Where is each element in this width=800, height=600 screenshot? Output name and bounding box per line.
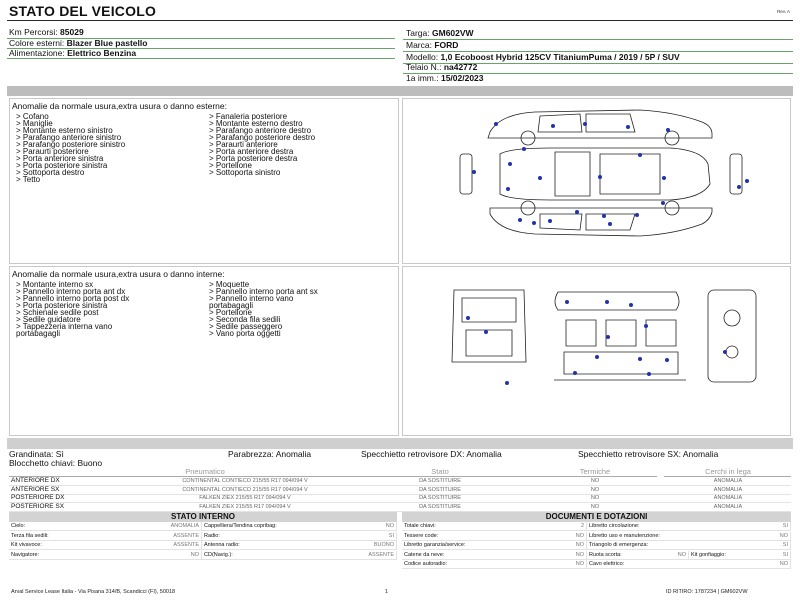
table-cell: NO bbox=[590, 503, 600, 510]
damage-dot bbox=[573, 371, 577, 375]
table-cell: ANOMALIA bbox=[713, 478, 743, 484]
section-bar bbox=[7, 86, 793, 96]
info-cell bbox=[689, 551, 791, 560]
key-lock-status: Blocchetto chiavi: Buono bbox=[9, 458, 103, 468]
info-label: Codice autoradio: bbox=[404, 561, 448, 568]
info-value: BUONO bbox=[373, 542, 394, 549]
damage-dot bbox=[644, 324, 648, 328]
registration-field: 1a imm.: 15/02/2023 bbox=[406, 73, 484, 83]
info-label: Radio: bbox=[204, 532, 220, 539]
dashboard-view bbox=[708, 290, 756, 382]
damage-dot bbox=[598, 175, 602, 179]
list-item: > Montante esterno sinistro bbox=[16, 126, 113, 135]
color-field: Colore esterni: Blazer Blue pastello bbox=[9, 38, 148, 48]
info-cell bbox=[587, 560, 791, 569]
internal-damage-list-2 bbox=[209, 281, 318, 337]
status-bar bbox=[7, 438, 793, 449]
info-value: SI bbox=[782, 523, 788, 529]
info-cell bbox=[587, 551, 689, 560]
info-cell bbox=[587, 532, 791, 541]
list-item: > Vano porta oggetti bbox=[209, 329, 281, 338]
hail-status: Grandinata: Sì bbox=[9, 449, 64, 459]
table-cell: ANOMALIA bbox=[713, 495, 743, 501]
info-cell bbox=[587, 522, 791, 531]
list-item: > Parafango posteriore destro bbox=[209, 133, 316, 142]
list-item: > Moquette bbox=[209, 280, 250, 289]
list-item: > Parafango posteriore sinistro bbox=[16, 140, 126, 149]
damage-dot bbox=[565, 300, 569, 304]
footer-company: Arval Service Lease Italia - Via Pisana 314/B, Scandicci (FI), 50018 bbox=[11, 589, 176, 595]
damage-dot bbox=[666, 128, 670, 132]
damage-dot bbox=[737, 185, 741, 189]
info-value: SI bbox=[782, 542, 788, 549]
list-item: > Parafango anteriore sinistro bbox=[16, 133, 122, 142]
damage-dot bbox=[638, 357, 642, 361]
list-item: > Fanaleria posteriore bbox=[209, 112, 288, 121]
internal-damage-list-1 bbox=[16, 281, 129, 337]
info-label: CD(Navig.): bbox=[204, 551, 233, 558]
info-value: NO bbox=[575, 532, 584, 539]
table-cell: NO bbox=[590, 478, 600, 484]
damage-dot bbox=[518, 218, 522, 222]
damage-dot bbox=[508, 162, 512, 166]
revision-label: Rev. A bbox=[777, 9, 790, 14]
info-label: Kit vivavoce: bbox=[11, 542, 42, 549]
info-label: Terza fila sedili: bbox=[11, 532, 49, 539]
info-cell bbox=[9, 541, 202, 550]
table-cell: ANTERIORE DX bbox=[11, 477, 60, 484]
list-item: portabagagli bbox=[16, 329, 61, 338]
table-cell: ANTERIORE SX bbox=[11, 485, 60, 493]
damage-dot bbox=[723, 350, 727, 354]
list-item: > Porta posteriore destra bbox=[209, 154, 298, 163]
km-field: Km Percorsi: 85029 bbox=[9, 27, 84, 37]
state-header: Stato bbox=[431, 467, 449, 476]
info-label: Antenna radio: bbox=[204, 542, 240, 549]
list-item: > Portellone bbox=[209, 161, 252, 170]
list-item: > Pannello interno porta post dx bbox=[16, 294, 130, 303]
list-item: > Montante interno sx bbox=[16, 280, 94, 289]
list-item: > Pannello interno porta ant sx bbox=[209, 287, 318, 296]
table-cell: DA SOSTITUIRE bbox=[419, 503, 461, 510]
info-value: NO bbox=[190, 551, 199, 558]
info-cell bbox=[402, 560, 587, 569]
info-label: Libretto circolazione: bbox=[589, 523, 640, 529]
damage-dot bbox=[494, 122, 498, 126]
table-cell: DA SOSTITUIRE bbox=[419, 495, 461, 501]
damage-dot bbox=[602, 214, 606, 218]
model-field: Modello: 1,0 Ecoboost Hybrid 125CV TitaniumPuma / 2019 / 5P / SUV bbox=[406, 52, 680, 62]
damage-dot bbox=[638, 153, 642, 157]
damage-dot bbox=[548, 219, 552, 223]
info-cell bbox=[9, 522, 202, 531]
header-divider bbox=[7, 20, 793, 21]
info-label: Cappelliera/Tendina copribag: bbox=[204, 523, 277, 529]
internal-status-title: STATO INTERNO bbox=[9, 512, 397, 522]
info-value: NO bbox=[779, 561, 788, 568]
list-item: > Paraurti posteriore bbox=[16, 147, 89, 156]
car-top-view bbox=[500, 148, 710, 200]
info-label: Tessere code: bbox=[404, 532, 439, 539]
list-item: > Pannello interno vano bbox=[209, 294, 294, 303]
table-cell: ANOMALIA bbox=[713, 486, 743, 493]
info-cell bbox=[587, 541, 791, 550]
info-value: NO bbox=[575, 561, 584, 568]
external-damage-title: Anomalie da normale usura,extra usura o danno esterne: bbox=[12, 101, 227, 111]
info-value: 2 bbox=[580, 523, 584, 529]
damage-dot bbox=[608, 222, 612, 226]
list-item: > Porta anteriore destra bbox=[209, 147, 294, 156]
list-item: > Sedile guidatore bbox=[16, 315, 81, 324]
table-cell: CONTINENTAL CONTIECO 215/55 R17 094/094 V bbox=[182, 486, 308, 493]
damage-dot bbox=[629, 303, 633, 307]
info-label: Navigatore: bbox=[11, 551, 40, 558]
list-item: > Pannello interno porta ant dx bbox=[16, 287, 126, 296]
external-damage-list-2 bbox=[209, 113, 315, 176]
damage-dot bbox=[662, 176, 666, 180]
info-value: ASSENTE bbox=[173, 532, 199, 539]
info-label: Triangolo di emergenza: bbox=[589, 542, 649, 549]
damage-dot bbox=[538, 176, 542, 180]
list-item: > Tetto bbox=[16, 175, 41, 184]
list-item: > Parafango anteriore destro bbox=[209, 126, 312, 135]
info-value: SI bbox=[782, 551, 788, 558]
list-item: > Sedile passeggero bbox=[209, 322, 283, 331]
winter-header: Termiche bbox=[579, 467, 611, 476]
list-item: > Portellone bbox=[209, 308, 252, 317]
info-cell bbox=[402, 551, 587, 560]
rims-header: Cerchi in lega bbox=[705, 467, 751, 476]
table-cell: FALKEN ZIEX 215/55 R17 094/094 V bbox=[199, 495, 291, 501]
info-value: ANOMALIA bbox=[170, 523, 199, 529]
list-item: > Porta posteriore sinistra bbox=[16, 161, 108, 170]
info-cell bbox=[202, 522, 397, 531]
documents-title: DOCUMENTI E DOTAZIONI bbox=[402, 512, 791, 522]
damage-dot bbox=[575, 210, 579, 214]
list-item: > Montante esterno destro bbox=[209, 119, 303, 128]
tyre-header: Pneumatico bbox=[185, 467, 225, 476]
table-cell: CONTINENTAL CONTIECO 215/55 R17 094/094 V bbox=[182, 478, 308, 484]
mirror-sx-status: Specchietto retrovisore SX: Anomalia bbox=[578, 449, 719, 459]
table-cell: POSTERIORE DX bbox=[11, 494, 65, 501]
list-item: > Cofano bbox=[16, 112, 49, 121]
info-label: Cavo elettrico: bbox=[589, 561, 625, 568]
info-value: SI bbox=[388, 532, 394, 539]
damage-dot bbox=[532, 221, 536, 225]
damage-dot bbox=[606, 335, 610, 339]
info-value: NO bbox=[575, 551, 584, 558]
info-value: NO bbox=[779, 532, 788, 539]
brand-field: Marca: FORD bbox=[406, 40, 459, 50]
list-item: > Sottoporta sinistro bbox=[209, 168, 281, 177]
info-cell bbox=[402, 541, 587, 550]
list-item: portabagagli bbox=[209, 301, 254, 310]
list-item: > Schienale sedile post bbox=[16, 308, 99, 317]
damage-dot bbox=[635, 213, 639, 217]
info-cell bbox=[202, 551, 397, 560]
info-label: Libretto garanzia/service: bbox=[404, 542, 466, 549]
plate-field: Targa: GM602VW bbox=[406, 28, 474, 38]
info-value: ASSENTE bbox=[368, 551, 394, 558]
list-item: > Tappezzeria interna vano bbox=[16, 322, 113, 331]
list-item: > Porta posteriore sinistra bbox=[16, 301, 108, 310]
damage-dot bbox=[665, 358, 669, 362]
list-item: > Paraurti anteriore bbox=[209, 140, 278, 149]
interior-top-view bbox=[555, 292, 679, 310]
info-value: ASSENTE bbox=[173, 542, 199, 549]
damage-dot bbox=[647, 372, 651, 376]
damage-dot bbox=[484, 330, 488, 334]
table-cell: DA SOSTITUIRE bbox=[419, 486, 461, 493]
table-cell: DA SOSTITUIRE bbox=[419, 478, 461, 484]
mirror-dx-status: Specchietto retrovisore DX: Anomalia bbox=[361, 449, 502, 459]
info-value: NO bbox=[575, 542, 584, 549]
info-label: Catene da neve: bbox=[404, 551, 445, 558]
table-cell: NO bbox=[590, 495, 600, 501]
footer-page: 1 bbox=[385, 589, 389, 595]
damage-dot bbox=[745, 179, 749, 183]
damage-dot bbox=[466, 316, 470, 320]
table-cell: ANOMALIA bbox=[713, 503, 743, 510]
info-cell bbox=[402, 532, 587, 541]
info-label: Kit gonfiaggio: bbox=[691, 551, 726, 558]
info-cell bbox=[202, 541, 397, 550]
damage-dot bbox=[472, 170, 476, 174]
list-item: > Porta anteriore sinistra bbox=[16, 154, 104, 163]
row-divider bbox=[7, 58, 395, 59]
trunk-view bbox=[452, 290, 526, 362]
info-cell bbox=[9, 551, 202, 560]
damage-dot bbox=[626, 125, 630, 129]
footer-id: ID RITIRO: 1787234 | GM602VW bbox=[666, 589, 748, 595]
damage-dot bbox=[583, 122, 587, 126]
table-cell: FALKEN ZIEX 215/55 R17 094/094 V bbox=[199, 503, 291, 510]
info-cell bbox=[402, 522, 587, 531]
external-car-diagram bbox=[440, 104, 760, 240]
info-label: Libretto uso e manutenzione: bbox=[589, 532, 660, 539]
damage-dot bbox=[661, 201, 665, 205]
info-value: NO bbox=[385, 523, 394, 529]
info-cell bbox=[9, 532, 202, 541]
page-title: STATO DEL VEICOLO bbox=[9, 3, 157, 19]
table-cell: POSTERIORE SX bbox=[11, 502, 65, 510]
damage-dot bbox=[506, 187, 510, 191]
damage-dot bbox=[522, 147, 526, 151]
external-damage-list-1 bbox=[16, 113, 125, 183]
row-divider bbox=[403, 39, 793, 40]
damage-dot bbox=[595, 355, 599, 359]
damage-dot bbox=[551, 124, 555, 128]
car-side-bottom-outline bbox=[490, 208, 712, 236]
info-cell bbox=[202, 532, 397, 541]
list-item: > Seconda fila sedili bbox=[209, 315, 281, 324]
list-item: > Maniglie bbox=[16, 119, 53, 128]
info-label: Cielo: bbox=[11, 523, 26, 529]
damage-dot bbox=[605, 300, 609, 304]
chassis-field: Telaio N.: na42772 bbox=[406, 62, 478, 72]
info-label: Totale chiavi: bbox=[404, 523, 436, 529]
table-cell: NO bbox=[590, 486, 600, 493]
info-value: NO bbox=[677, 551, 686, 558]
list-item: > Sottoporta destro bbox=[16, 168, 85, 177]
damage-dot bbox=[505, 381, 509, 385]
internal-damage-title: Anomalie da normale usura,extra usura o danno interne: bbox=[12, 269, 225, 279]
info-label: Ruota scorta: bbox=[589, 551, 622, 558]
fuel-field: Alimentazione: Elettrico Benzina bbox=[9, 48, 137, 58]
windshield-status: Parabrezza: Anomalia bbox=[228, 449, 312, 459]
